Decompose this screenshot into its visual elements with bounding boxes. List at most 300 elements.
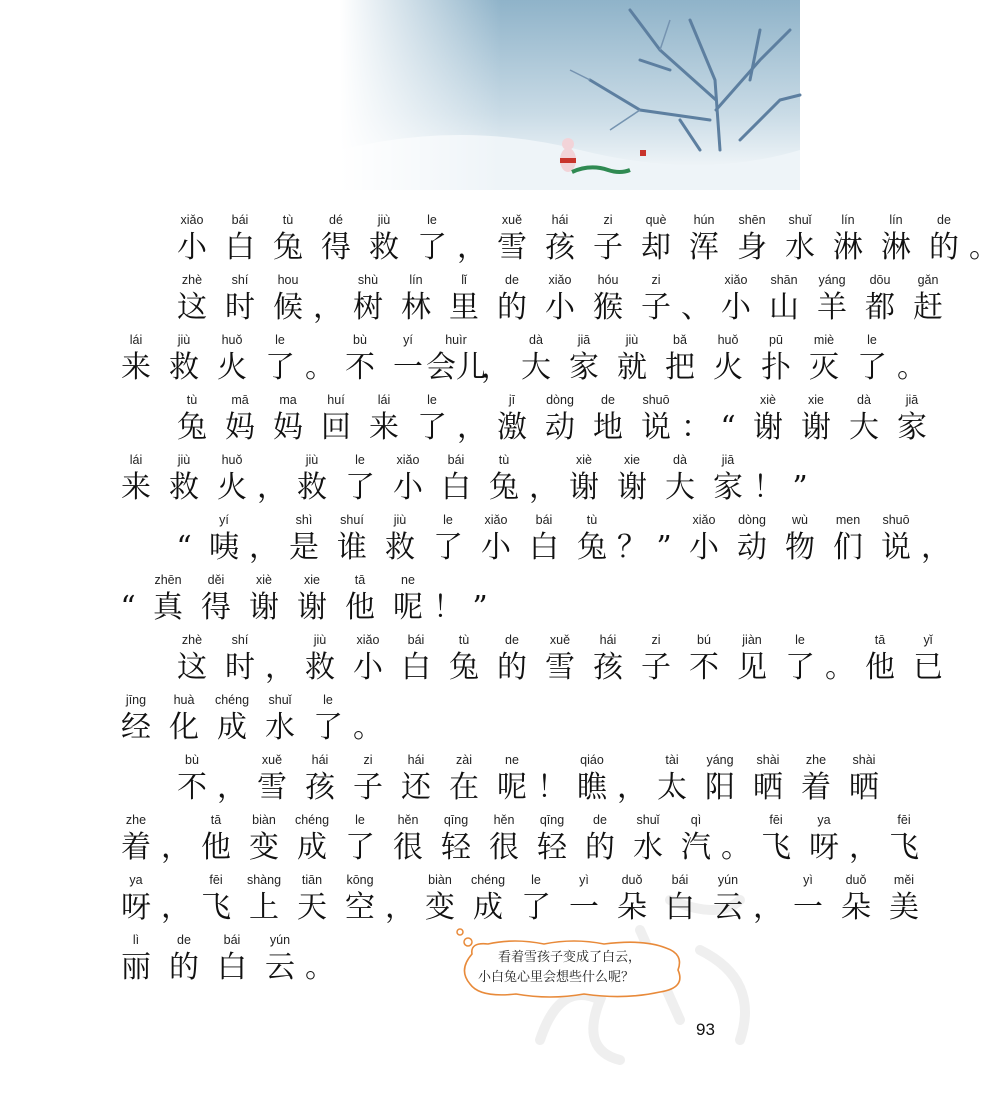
hanzi: 兔 [449,650,479,685]
pinyin: le [427,213,437,227]
hanzi-with-pinyin [432,812,480,868]
pinyin: jiā [905,393,919,407]
hanzi-with-pinyin [160,932,208,988]
pinyin: dòng [546,393,574,407]
hanzi: 见 [737,650,767,685]
hanzi-with-pinyin [304,692,352,748]
hanzi-with-pinyin [784,872,832,928]
hanzi-with-pinyin [392,632,440,688]
pinyin: bú [697,633,711,647]
pinyin: fēi [209,873,223,887]
hanzi: 水 [633,830,663,865]
hanzi: 谢 [249,590,279,625]
hanzi-with-pinyin [296,752,344,808]
pinyin: le [275,333,285,347]
hanzi: 了 [433,530,463,565]
hanzi-with-pinyin [480,452,528,508]
hanzi-with-pinyin [216,632,264,688]
hanzi: 物 [785,530,815,565]
hanzi: 。 [305,950,335,985]
hanzi-with-pinyin [744,752,792,808]
hanzi-with-pinyin [904,272,952,328]
hanzi: 朵 [617,890,647,925]
hanzi: 地 [593,410,623,445]
hanzi-with-pinyin [760,272,808,328]
hanzi: 了 [857,350,887,385]
pinyin: tù [458,633,470,647]
hanzi: ， [249,530,279,565]
hanzi: 了 [785,650,815,685]
pinyin: yì [579,873,589,887]
hanzi-with-pinyin [744,392,792,448]
pinyin: hěn [493,813,515,827]
pinyin: děi [207,573,225,587]
hanzi-with-pinyin [240,812,288,868]
hanzi: 白 [401,650,431,685]
hanzi: 淋 [833,230,863,265]
hanzi-with-pinyin [520,512,568,568]
pinyin: biàn [252,813,276,827]
hanzi: 朵 [841,890,871,925]
pinyin: yáng [818,273,846,287]
hanzi-with-pinyin [216,392,264,448]
hanzi-with-pinyin [256,332,304,388]
pinyin: zhe [125,813,147,827]
hanzi-with-pinyin [584,632,632,688]
pinyin: zhè [181,633,203,647]
hanzi-with-pinyin [240,872,288,928]
hanzi-with-pinyin [832,872,880,928]
hanzi-with-pinyin [168,392,216,448]
hanzi: 谢 [617,470,647,505]
pinyin: dà [673,453,687,467]
pinyin: kōng [346,873,374,887]
punctuation [264,632,296,688]
hanzi-with-pinyin [792,752,840,808]
pinyin: shí [231,273,249,287]
hanzi-with-pinyin [408,392,456,448]
punctuation [216,752,248,808]
hanzi: 们 [833,530,863,565]
hanzi-with-pinyin [168,752,216,808]
punctuation [824,632,856,688]
hanzi: 经 [121,710,151,745]
pinyin: bái [407,633,425,647]
pinyin: jiù [377,213,391,227]
hanzi-with-pinyin [704,872,752,928]
hanzi-with-pinyin [680,632,728,688]
hanzi: 大 [849,410,879,445]
hanzi: 变 [249,830,279,865]
hanzi-with-pinyin [288,872,336,928]
hanzi: 还 [401,770,431,805]
hanzi-with-pinyin [560,452,608,508]
pinyin: qì [690,813,702,827]
hanzi-with-pinyin [704,452,752,508]
pinyin: shài [852,753,876,767]
pinyin: xiè [256,573,272,587]
hanzi-with-pinyin [336,572,384,628]
hanzi: 谢 [753,410,783,445]
hanzi: 这 [177,650,207,685]
pinyin: lì [132,933,140,947]
pinyin: bù [353,333,367,347]
hanzi-with-pinyin [560,872,608,928]
hanzi-with-pinyin [112,812,160,868]
hanzi: 妈 [273,410,303,445]
pinyin: hou [277,273,299,287]
punctuation [464,572,496,628]
pinyin: xiǎo [548,273,572,287]
hanzi-with-pinyin [216,212,264,268]
pinyin: xie [624,453,640,467]
punctuation [848,812,880,868]
hanzi-with-pinyin [680,512,728,568]
hanzi-with-pinyin [144,572,192,628]
hanzi: 了 [521,890,551,925]
hanzi: 子 [353,770,383,805]
hanzi-with-pinyin [288,572,336,628]
hanzi-with-pinyin [752,332,800,388]
punctuation [968,212,1000,268]
pinyin: duǒ [621,873,643,887]
hanzi: 的 [497,650,527,685]
hanzi-with-pinyin [656,872,704,928]
hanzi-with-pinyin [776,512,824,568]
hanzi-with-pinyin [336,332,384,388]
pinyin: mā [231,393,249,407]
hanzi: ” [792,470,808,505]
hanzi: 救 [297,470,327,505]
pinyin: de [593,813,607,827]
hanzi-with-pinyin [872,212,920,268]
pinyin: jiù [305,453,319,467]
hanzi-with-pinyin [608,332,656,388]
hanzi: 谢 [801,410,831,445]
hanzi: 白 [441,470,471,505]
hanzi: 成 [473,890,503,925]
hanzi: 。 [353,710,383,745]
punctuation [168,512,200,568]
pinyin: ne [401,573,415,587]
hanzi-with-pinyin [872,512,920,568]
pinyin: huìr [445,333,467,347]
punctuation [528,452,560,508]
hanzi-with-pinyin [776,632,824,688]
hanzi: 扑 [761,350,791,385]
hanzi: 羊 [817,290,847,325]
hanzi-with-pinyin [648,752,696,808]
hanzi: 来 [121,470,151,505]
pinyin: le [427,393,437,407]
pinyin: tiān [301,873,323,887]
hanzi-with-pinyin [168,212,216,268]
hanzi-with-pinyin [416,872,464,928]
pinyin: dà [857,393,871,407]
hanzi: 兔 [577,530,607,565]
hanzi: ， [385,890,415,925]
hanzi: 得 [321,230,351,265]
pinyin: hái [311,753,329,767]
pinyin: ya [129,873,143,887]
hanzi: ， [161,830,191,865]
hanzi: 云 [265,950,295,985]
pinyin: ne [505,753,519,767]
hanzi: 呢 [497,770,527,805]
hanzi-with-pinyin [680,212,728,268]
hanzi-with-pinyin [208,932,256,988]
pinyin: lín [889,213,903,227]
pinyin: dòng [738,513,766,527]
text-line [168,212,1000,268]
pinyin: huà [173,693,195,707]
punctuation [648,512,680,568]
text-line [112,872,928,928]
hanzi: 白 [529,530,559,565]
pinyin: men [835,513,861,527]
hanzi: 这 [177,290,207,325]
hanzi: 时 [225,650,255,685]
hanzi-with-pinyin [312,212,360,268]
hanzi-with-pinyin [856,272,904,328]
hanzi-with-pinyin [808,272,856,328]
pinyin: tā [354,573,366,587]
hanzi-with-pinyin [728,512,776,568]
hanzi: 化 [169,710,199,745]
pinyin: shān [770,273,798,287]
hanzi: 水 [785,230,815,265]
hanzi-with-pinyin [384,452,432,508]
pinyin: tù [586,513,598,527]
hanzi: 着 [801,770,831,805]
pinyin: shuǐ [268,693,292,707]
hanzi-with-pinyin [568,752,616,808]
punctuation [616,752,648,808]
hanzi-with-pinyin [168,632,216,688]
pinyin: xie [808,393,824,407]
hanzi: ： [681,410,711,445]
hanzi: 孩 [305,770,335,805]
hanzi: 了 [345,830,375,865]
hanzi: 呀 [809,830,839,865]
hanzi: 丽 [121,950,151,985]
pinyin: bù [185,753,199,767]
pinyin: xie [304,573,320,587]
punctuation [304,332,336,388]
hanzi-with-pinyin [264,272,312,328]
hanzi-with-pinyin [752,812,800,868]
pinyin: huǒ [221,333,243,347]
hanzi: 阳 [705,770,735,805]
hanzi-with-pinyin [360,392,408,448]
pinyin: dōu [869,273,891,287]
hanzi: 他 [201,830,231,865]
punctuation [456,212,488,268]
hanzi-with-pinyin [288,812,336,868]
pinyin: jiù [625,333,639,347]
hanzi-with-pinyin [336,812,384,868]
text-line [168,392,936,448]
hanzi-with-pinyin [672,812,720,868]
hanzi-with-pinyin [248,752,296,808]
hanzi: “ [176,530,192,565]
pinyin: xiǎo [356,633,380,647]
hanzi: 林 [401,290,431,325]
pinyin: shuǐ [788,213,812,227]
hanzi: 救 [169,350,199,385]
pinyin: wù [792,513,808,527]
hanzi-with-pinyin [792,392,840,448]
pinyin: hái [407,753,425,767]
hanzi: 上 [249,890,279,925]
hanzi-with-pinyin [440,632,488,688]
hanzi-with-pinyin [656,452,704,508]
pinyin: yí [403,333,413,347]
hanzi: 救 [385,530,415,565]
punctuation [112,572,144,628]
hanzi: 咦 [209,530,239,565]
pinyin: xiè [760,393,776,407]
hanzi-with-pinyin [424,512,472,568]
pinyin: dà [529,333,543,347]
pinyin: zài [456,753,472,767]
hanzi: 家 [569,350,599,385]
hanzi: 呢 [393,590,423,625]
pinyin: qiáo [580,753,604,767]
hanzi: 不 [345,350,375,385]
hanzi-with-pinyin [856,632,904,688]
hanzi: 淋 [881,230,911,265]
pinyin: xuě [549,633,571,647]
pinyin: le [443,513,453,527]
bubble-line-1: 看着雪孩子变成了白云， [498,950,642,965]
hanzi-with-pinyin [464,872,512,928]
hanzi-with-pinyin [536,632,584,688]
hanzi-with-pinyin [488,632,536,688]
hanzi: 家 [713,470,743,505]
pinyin: tù [186,393,198,407]
hanzi-with-pinyin [384,812,432,868]
punctuation [752,872,784,928]
pinyin: le [795,633,805,647]
punctuation [536,752,568,808]
hanzi-with-pinyin [200,512,248,568]
text-line [112,692,384,748]
pinyin: yí [219,513,229,527]
hanzi: 子 [593,230,623,265]
pinyin: chéng [214,693,250,707]
pinyin: shì [295,513,313,527]
hanzi-with-pinyin [488,752,536,808]
hanzi-with-pinyin [344,752,392,808]
hanzi: 说 [641,410,671,445]
hanzi-with-pinyin [288,452,336,508]
hanzi-with-pinyin [408,212,456,268]
hanzi: 的 [169,950,199,985]
hanzi: ” [656,530,672,565]
hanzi-with-pinyin [840,752,888,808]
punctuation [248,512,280,568]
hanzi: “ [120,590,136,625]
hanzi-with-pinyin [256,692,304,748]
pinyin: shuō [642,393,670,407]
pinyin: huǒ [221,453,243,467]
pinyin: bái [223,933,241,947]
hanzi-with-pinyin [824,212,872,268]
hanzi: ” [472,590,488,625]
hanzi-with-pinyin [632,632,680,688]
pinyin: pū [769,333,783,347]
hanzi: 小 [689,530,719,565]
hanzi: 灭 [809,350,839,385]
hanzi-with-pinyin [192,872,240,928]
hanzi: 飞 [201,890,231,925]
punctuation [432,572,464,628]
hanzi-with-pinyin [328,512,376,568]
hanzi: 小 [721,290,751,325]
hanzi-with-pinyin [528,812,576,868]
pinyin: xiè [576,453,592,467]
hanzi: 小 [393,470,423,505]
pinyin: shù [357,273,379,287]
hanzi-with-pinyin [800,812,848,868]
hanzi: 成 [217,710,247,745]
pinyin: xiǎo [692,513,716,527]
hanzi: 子 [641,290,671,325]
pinyin: jiù [393,513,407,527]
hanzi-with-pinyin [624,812,672,868]
pinyin: chéng [470,873,506,887]
pinyin: le [355,453,365,467]
punctuation [752,452,784,508]
hanzi: 变 [425,890,455,925]
pinyin: bái [447,453,465,467]
hanzi-with-pinyin [472,512,520,568]
hanzi-with-pinyin [280,512,328,568]
hanzi: 救 [369,230,399,265]
hanzi: 很 [489,830,519,865]
hanzi-with-pinyin [560,332,608,388]
hanzi: 着 [121,830,151,865]
hanzi: 小 [353,650,383,685]
hanzi: 里 [449,290,479,325]
pinyin: shí [231,633,249,647]
hanzi: 轻 [441,830,471,865]
hanzi: 救 [169,470,199,505]
hanzi: 都 [865,290,895,325]
hanzi: 妈 [225,410,255,445]
hanzi: ， [265,650,295,685]
hanzi-with-pinyin [888,392,936,448]
pinyin: xiǎo [180,213,204,227]
pinyin: shài [756,753,780,767]
hanzi: 晒 [849,770,879,805]
pinyin: de [937,213,951,227]
punctuation [616,512,648,568]
hanzi: 真 [153,590,183,625]
hanzi: 小 [545,290,575,325]
hanzi: 小 [481,530,511,565]
hanzi: 兔 [177,410,207,445]
hanzi: ， [161,890,191,925]
hanzi-with-pinyin [880,812,928,868]
pinyin: jiā [577,333,591,347]
hanzi-with-pinyin [512,332,560,388]
pinyin: huǒ [717,333,739,347]
hanzi: 。 [825,650,855,685]
hanzi: 瞧 [577,770,607,805]
hanzi: 。 [305,350,335,385]
